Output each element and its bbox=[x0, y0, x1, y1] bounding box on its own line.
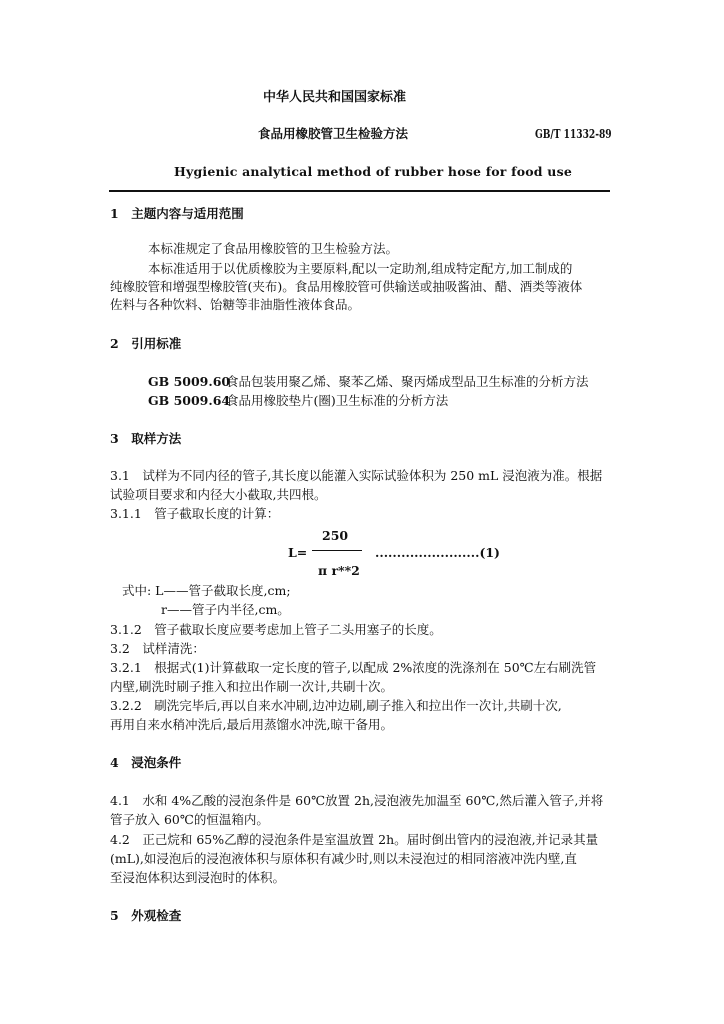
national-standard-label: 中华人民共和国国家标准 bbox=[263, 90, 407, 105]
paragraph: 本标准规定了食品用橡胶管的卫生检验方法。 bbox=[148, 241, 399, 256]
paragraph: 纯橡胶管和增强型橡胶管(夹布)。食品用橡胶管可供输送或抽吸酱油、醋、酒类等液体 bbox=[110, 279, 583, 294]
reference-text: 食品用橡胶垫片(圈)卫生标准的分析方法 bbox=[226, 393, 449, 408]
standard-code: GB/T 11332-89 bbox=[535, 126, 612, 141]
paragraph: (mL),如浸泡后的浸泡液体积与原体积有减少时,则以未浸泡过的相同溶液冲洗内壁,直 bbox=[110, 851, 577, 866]
paragraph: 佐料与各种饮料、饴糖等非油脂性液体食品。 bbox=[110, 297, 361, 312]
paragraph: 内壁,刷洗时刷子推入和拉出作刷一次计,共刷十次。 bbox=[110, 679, 393, 694]
paragraph: 试验项目要求和内径大小截取,共四根。 bbox=[110, 487, 327, 502]
paragraph: 本标准适用于以优质橡胶为主要原料,配以一定助剂,组成特定配方,加工制成的 bbox=[148, 261, 573, 276]
paragraph: 管子放入 60℃的恒温箱内。 bbox=[110, 812, 269, 827]
reference-code: GB 5009.64 bbox=[148, 393, 231, 408]
paragraph: 3.1.2 管子截取长度应要考虑加上管子二头用塞子的长度。 bbox=[110, 622, 442, 637]
paragraph: 3.2.1 根据式(1)计算截取一定长度的管子,以配成 2%浓度的洗涤剂在 50℃左右刷洗管 bbox=[110, 660, 597, 675]
paragraph: 4.2 正己烷和 65%乙醇的浸泡条件是室温放置 2h。届时倒出管内的浸泡液,并记录其量 bbox=[110, 832, 599, 847]
paragraph: 再用自来水稍冲洗后,最后用蒸馏水冲洗,晾干备用。 bbox=[110, 717, 393, 732]
formula-lhs: L= bbox=[288, 545, 308, 560]
paragraph: 3.2.2 刷洗完毕后,再以自来水冲刷,边冲边刷,刷子推入和拉出作一次计,共刷十次, bbox=[110, 698, 562, 713]
formula-where-line: 式中: L——管子截取长度,cm; bbox=[122, 583, 291, 598]
paragraph: 3.1.1 管子截取长度的计算： bbox=[110, 506, 280, 521]
formula-reference: ........................(1) bbox=[375, 545, 500, 560]
section-4-heading: 4 浸泡条件 bbox=[110, 755, 182, 770]
document-title: 食品用橡胶管卫生检验方法 bbox=[258, 126, 409, 141]
paragraph: 3.2 试样清洗： bbox=[110, 641, 205, 656]
formula-fraction-bar bbox=[312, 550, 362, 551]
paragraph: 4.1 水和 4%乙酸的浸泡条件是 60℃放置 2h,浸泡液先加温至 60℃,然后灌入管子,并将 bbox=[110, 793, 604, 808]
section-1-heading: 1 主题内容与适用范围 bbox=[110, 206, 244, 221]
reference-code: GB 5009.60 bbox=[148, 374, 231, 389]
section-2-heading: 2 引用标准 bbox=[110, 336, 182, 351]
paragraph: 至浸泡体积达到浸泡时的体积。 bbox=[110, 870, 286, 885]
formula-denominator: π r**2 bbox=[318, 563, 360, 578]
section-3-heading: 3 取样方法 bbox=[110, 431, 182, 446]
formula-numerator: 250 bbox=[322, 528, 349, 543]
english-title: Hygienic analytical method of rubber hose for food use bbox=[174, 164, 572, 179]
section-5-heading: 5 外观检查 bbox=[110, 908, 182, 923]
paragraph: 3.1 试样为不同内径的管子,其长度以能灌入实际试验体积为 250 mL 浸泡液为准。根据 bbox=[110, 468, 603, 483]
header-rule bbox=[109, 190, 610, 192]
reference-text: 食品包装用聚乙烯、聚苯乙烯、聚丙烯成型品卫生标准的分析方法 bbox=[226, 374, 589, 389]
formula-where-line: r——管子内半径,cm。 bbox=[161, 602, 290, 617]
